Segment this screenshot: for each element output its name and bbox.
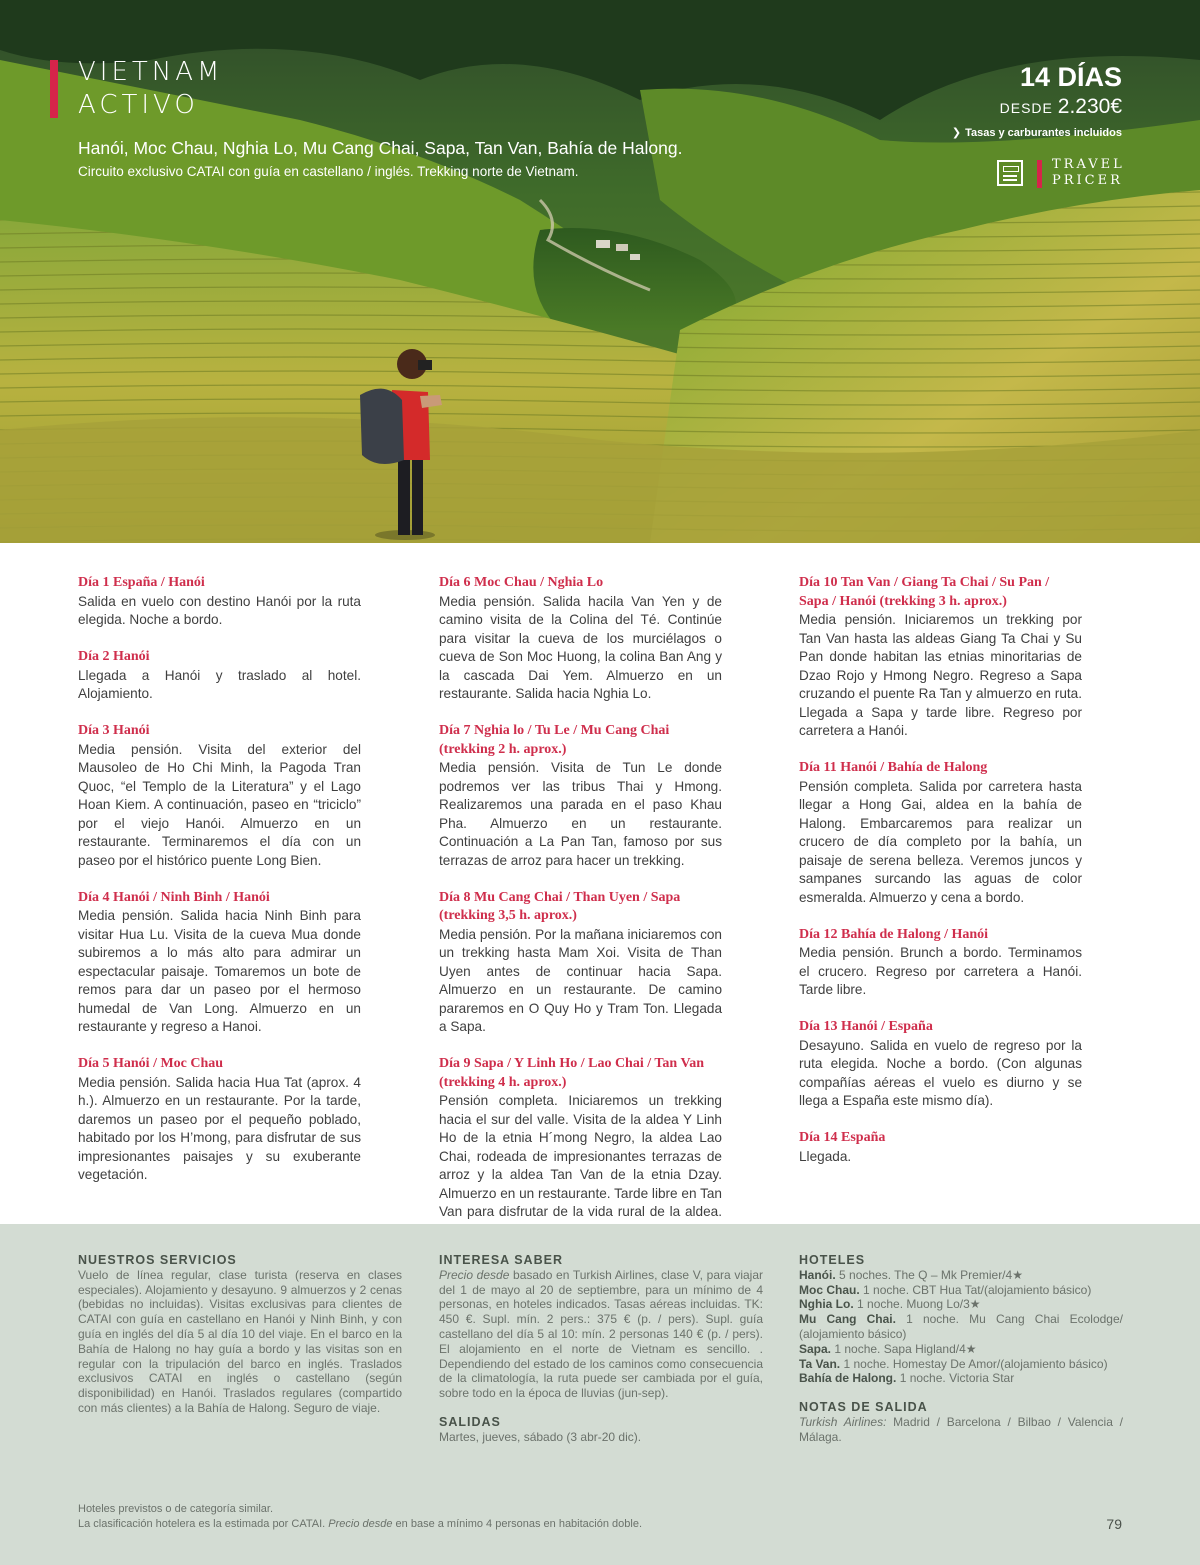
day-text: Media pensión. Salida hacila Van Yen y de camino visita de la Colina del Té. Continúe para visitar la cueva de los murciélagos o cueva de Son Moc Huong, la colina Ban Ang y la cascada Dai Yem. Almuerzo en un restaurante. Salida hacia Nghia Lo. [439,593,722,701]
salidas-heading: SALIDAS [439,1414,501,1429]
interesa-column [439,1253,763,1445]
services-column [78,1253,402,1416]
itinerary-day [439,889,722,1037]
day-text: Pensión completa. Salida por carretera hasta llegar a Hong Gai, aldea en la bahía de Halong. Embarcaremos para realizar un crucero de día completo por la bahía, un paisaje de serena belleza. Veremos juncos y sampanes surcando las aguas de color esmeralda. Almuerzo y cena a bordo. [799,778,1082,905]
day-text: Media pensión. Visita de Tun Le donde podremos ver las tribus Thai y Hmong. Realizaremos una parada en el paso Khau Pha. Almuerzo en un restaurante. Continuación a La Pan Tan, famoso por sus terrazas de arroz para hacer un trekking. [439,760,722,868]
itinerary-column-1 [78,574,361,1203]
itinerary-day [439,1055,722,1240]
tp-line-1: TRAVEL [1052,157,1125,172]
title-line-2: ACTIVO [78,90,199,120]
itinerary-day [439,574,722,704]
day-title: Día 13 Hanói / España [799,1019,933,1034]
hotel-city: Nghia Lo. [799,1297,854,1312]
hotel-detail: 1 noche. Muong Lo/3★ [853,1297,981,1312]
day-title: Día 12 Bahía de Halong / Hanói [799,926,989,942]
hotel-item [799,1371,1123,1386]
route-description: Circuito exclusivo CATAI con guía en castellano / inglés. Trekking norte de Vietnam. [78,164,579,179]
day-title: Día 1 España / Hanói [78,575,205,590]
hotel-detail: 1 noche. Sapa Higland/4★ [831,1341,977,1356]
interesa-text [439,1268,763,1401]
hotel-item [799,1297,1123,1312]
day-title: Día 7 Nghia lo / Tu Le / Mu Cang Chai (trekking 2 h. aprox.) [439,723,670,757]
hotel-detail: 1 noche. Homestay De Amor/(alojamiento básico) [840,1356,1108,1371]
info-panel [0,1224,1200,1565]
day-text: Salida en vuelo con destino Hanói por la ruta elegida. Noche a bordo. [78,593,361,627]
hotel-city: Hanói. [799,1267,836,1282]
day-title: Día 6 Moc Chau / Nghia Lo [439,575,604,590]
day-text: Media pensión. Salida hacia Hua Tat (aprox. 4 h.). Almuerzo en un restaurante. Por la tarde, daremos un paseo por el pequeño poblado, habitado por los H’mong, para disfrutar de sus impresionantes paisajes y su exuberante vegetación. [78,1074,361,1182]
day-title: Día 10 Tan Van / Giang Ta Chai / Su Pan / Sapa / Hanói (trekking 3 h. aprox.) [799,575,1050,609]
footer-line-1: Hoteles previstos o de categoría similar. [78,1503,274,1515]
itinerary-day [799,574,1082,741]
hotel-item [799,1312,1123,1342]
day-text: Media pensión. Visita del exterior del Mausoleo de Ho Chi Minh, la Pagoda Tran Quoc, “el Templo de la Literatura” y el Lago Hoan Kiem. A continuación, paseo en “triciclo” por el viejo Hanói. Almuerzo en un restaurante. Terminaremos el día con un paseo por el histórico puente Long Bien. [78,741,361,868]
title-line-1: VIETNAM [78,57,224,87]
hotel-item [799,1283,1123,1298]
hotel-city: Ta Van. [799,1356,841,1371]
hotels-column [799,1253,1123,1445]
itinerary-day [439,722,722,870]
hotel-detail: 1 noche. Mu Cang Chai Ecolodge/ (alojamiento básico) [799,1312,1123,1341]
hotels-heading: HOTELES [799,1253,866,1267]
day-text: Media pensión. Brunch a bordo. Terminamos el crucero. Regreso por carretera a Hanói. Tarde libre. [799,945,1082,997]
itinerary-day [78,648,361,704]
notas-text [799,1415,1123,1445]
itinerary-day [78,722,361,870]
day-title: Día 3 Hanói [78,723,150,738]
taxes-label: Tasas y carburantes incluidos [965,127,1122,139]
itinerary-day [799,1129,1082,1166]
day-title: Día 9 Sapa / Y Linh Ho / Lao Chai / Tan Van (trekking 4 h. aprox.) [439,1056,705,1090]
hotel-city: Mu Cang Chai. [799,1312,896,1327]
itinerary-day [78,574,361,630]
footer-italic: Precio desde [328,1518,393,1530]
page-title [78,56,223,122]
price-value: 2.230€ [1057,95,1122,118]
itinerary-day [78,1055,361,1185]
travel-pricer-logo [1052,157,1125,189]
hero-image [0,0,1200,543]
itinerary-day [799,926,1082,1000]
price-prefix: DESDE [999,100,1053,116]
notas-body: Madrid / Barcelona / Bilbao / Valencia / Málaga. [799,1414,1123,1444]
day-title: Día 14 España [799,1130,886,1145]
route-subtitle: Hanói, Moc Chau, Nghia Lo, Mu Cang Chai, Sapa, Tan Van, Bahía de Halong. [78,138,683,158]
interesa-body: basado en Turkish Airlines, clase V, para viajar del 1 de mayo al 20 de septiembre, para un mínimo de 4 personas, en hoteles indicados. Tasas aéreas incluidas. TK: 450 €. Supl. mín. 2 pers.: 375 € (p. / pers). Supl. guía castellano del día 5 al 10: mín. 2 personas 140 € (p. / pers). El alojamiento en el norte de Vietnam es sencillo. . Dependiendo del estado de los caminos como consecuencia de la climatología, la ruta puede ser cambiada por el guía, sobre todo en la época de lluvias (jun-sep). [439,1267,763,1401]
notas-italic: Turkish Airlines: [799,1414,887,1429]
day-title: Día 11 Hanói / Bahía de Halong [799,760,988,775]
hotel-item [799,1357,1123,1372]
itinerary-column-3 [799,574,1082,1185]
day-text: Media pensión. Iniciaremos un trekking por Tan Van hasta las aldeas Giang Ta Chai y Su Pan donde habitan las etnias minoritarias de Dzao Rojo y Hmong Negro. Regreso a Sapa cruzando el puente Ra Tan y almuerzo en ruta. Llegada a Sapa y tarde libre. Regreso por carretera a Hanói. [799,612,1082,738]
hotel-detail: 5 noches. The Q – Mk Premier/4★ [835,1267,1023,1282]
itinerary-day [799,1018,1082,1111]
travel-pricer-accent [1037,160,1042,188]
hotel-city: Moc Chau. [799,1282,860,1297]
day-title: Día 4 Hanói / Ninh Binh / Hanói [78,889,270,905]
day-text: Pensión completa. Iniciaremos un trekking hacia el sur del valle. Visita de la aldea Y Linh Ho de la etnia H´mong Negro, la aldea Lao Chai, rodeada de impresionantes terrazas de arroz y la aldea Tan Van de la etnia Dzay. Almuerzo en un restaurante. Tarde libre en Tan Van para disfrutar de la vida rural de la aldea. [439,1093,722,1219]
hotel-item [799,1268,1123,1283]
itinerary-day [78,889,361,1037]
day-title: Día 8 Mu Cang Chai / Than Uyen / Sapa (trekking 3,5 h. aprox.) [439,889,681,923]
calculator-icon [997,160,1023,186]
hotel-item [799,1342,1123,1357]
tp-line-2: PRICER [1052,173,1123,188]
day-text: Media pensión. Salida hacia Ninh Binh para visitar Hua Lu. Visita de la cueva Mua donde subiremos a lo más alto para admirar un espectacular paisaje. Tomaremos un bote de remos para dar un paseo por el hermoso humedal de Van Long. Almuerzo en un restaurante y regreso a Hanoi. [78,908,361,1034]
hotel-detail: 1 noche. CBT Hua Tat/(alojamiento básico) [859,1282,1092,1297]
footer-text-a: La clasificación hotelera es la estimada por CATAI. [78,1518,329,1530]
day-text: Llegada a Hanói y traslado al hotel. Alojamiento. [78,667,361,701]
footer-text-b: en base a mínimo 4 personas en habitación doble. [392,1518,642,1530]
day-title: Día 5 Hanói / Moc Chau [78,1056,224,1071]
page-number: 79 [1106,1516,1122,1532]
chevron-right-icon: ❯ [951,127,962,139]
footer-line-2 [78,1517,642,1532]
itinerary-day [799,759,1082,907]
interesa-italic: Precio desde [439,1267,510,1282]
hotel-city: Bahía de Halong. [799,1371,897,1386]
day-text: Llegada. [799,1148,852,1164]
services-text: Vuelo de línea regular, clase turista (reserva en clases especiales). Alojamiento y desayuno. 9 almuerzos y 2 cenas (bebidas no incluidas). Visitas exclusivas para clientes de CATAI con guía en castellano en Hanói y Ninh Binh, y con guía en inglés del día 5 al día 10 del viaje. En el barco en la Bahía de Halong no hay guía a bordo y las visitas son en regular con la tripulación del barco en inglés. Traslados exclusivos CATAI en inglés o castellano (según disponibilidad) en Hanói. Traslados regulares (compartido con más clientes) a la Bahía de Halong. Seguro de viaje. [78,1267,402,1415]
notas-heading: NOTAS DE SALIDA [799,1400,928,1415]
title-accent-bar [50,60,58,118]
hotel-detail: 1 noche. Victoria Star [896,1371,1015,1386]
taxes-note [952,126,1122,139]
day-text: Media pensión. Por la mañana iniciaremos con un trekking hasta Mam Xoi. Visita de Than Uyen antes de continuar hacia Sapa. Almuerzo en un restaurante. De camino pararemos en O Quy Ho y Tram Ton. Llegada a Sapa. [439,926,722,1034]
salidas-text: Martes, jueves, sábado (3 abr-20 dic). [439,1429,642,1444]
day-text: Desayuno. Salida en vuelo de regreso por la ruta elegida. Noche a bordo. (Con algunas compañías aéreas el vuelo es diurno y se llega a España este mismo día). [799,1037,1082,1108]
day-title: Día 2 Hanói [78,649,150,664]
services-heading: NUESTROS SERVICIOS [78,1253,237,1267]
hotel-city: Sapa. [799,1341,832,1356]
interesa-heading: INTERESA SABER [439,1253,563,1267]
trip-duration: 14 DÍAS [1019,62,1122,92]
footer-note [78,1502,642,1532]
itinerary-column-2 [439,574,722,1259]
price-block [1000,95,1122,119]
